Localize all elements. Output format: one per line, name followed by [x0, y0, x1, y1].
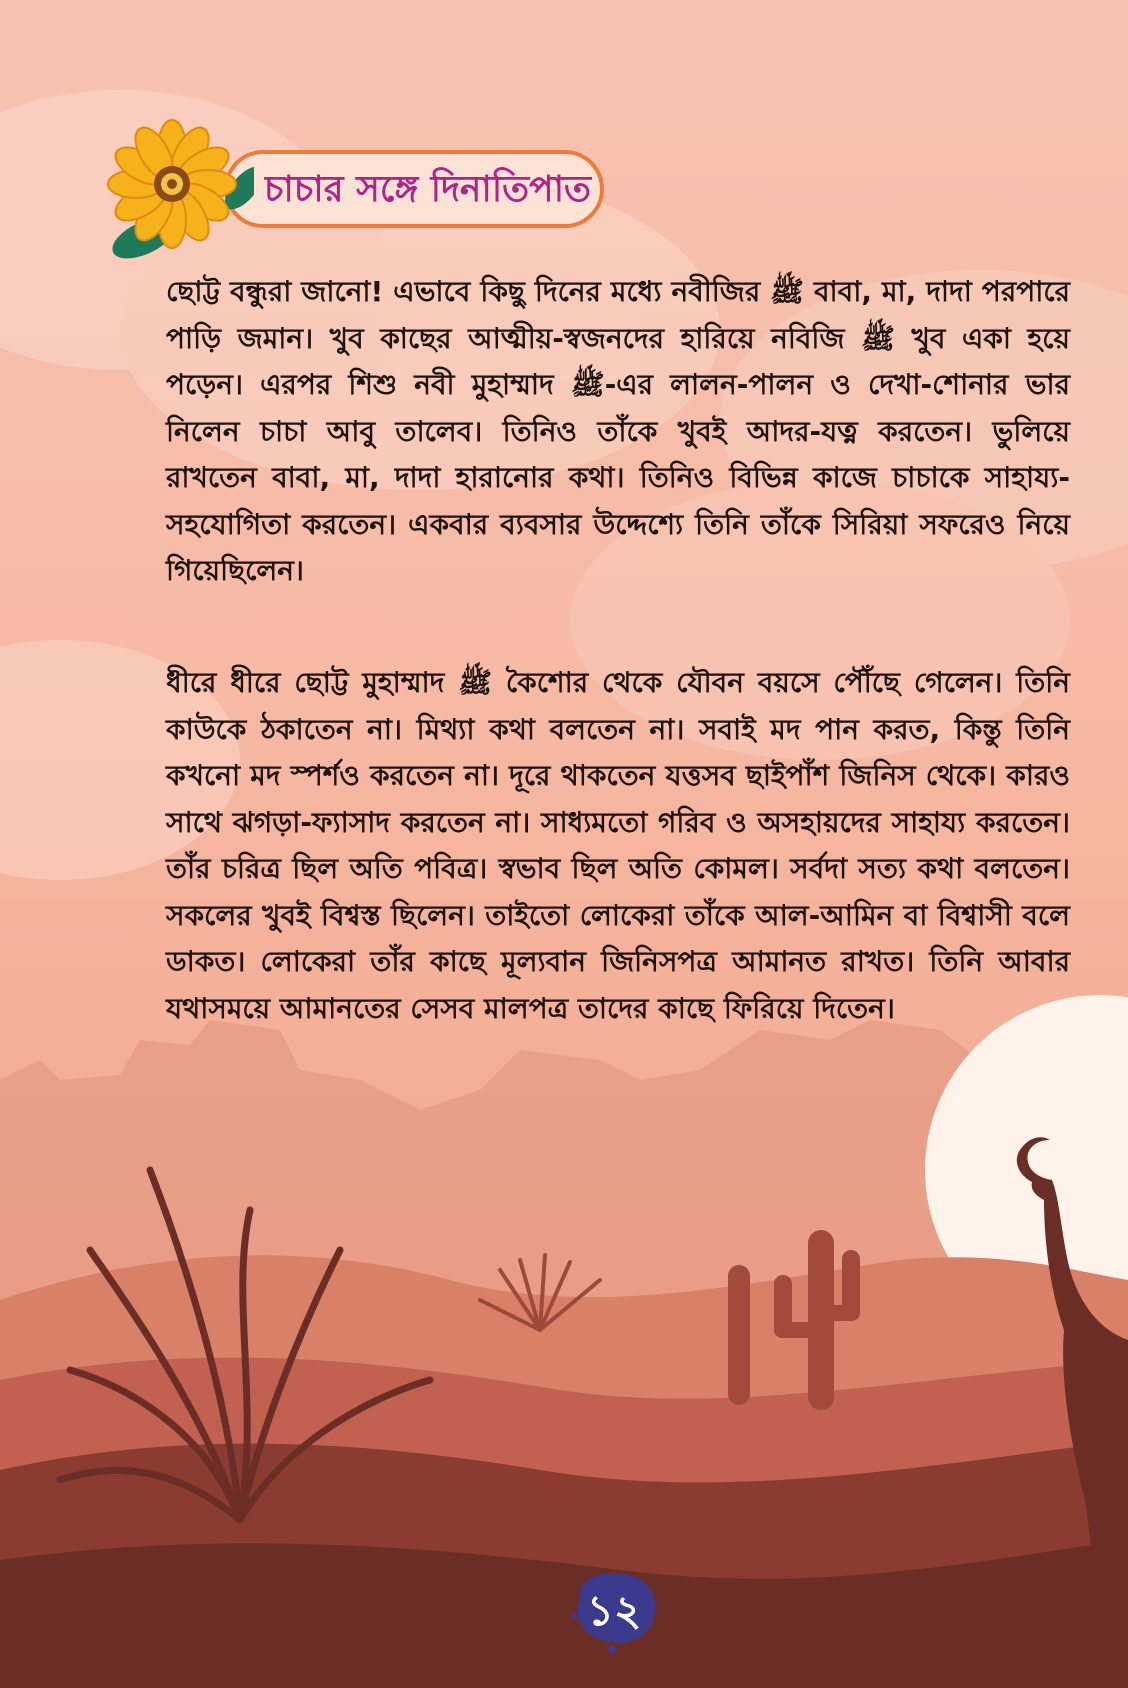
flower-icon — [104, 118, 254, 268]
page-number: ১২ — [586, 1586, 642, 1635]
paragraph-1: ছোট্ট বন্ধুরা জানো! এভাবে কিছু দিনের মধ্যে নবীজির ﷺ বাবা, মা, দাদা পরপারে পাড়ি জমান। খুব কাছের আত্মীয়-স্বজনদের হারিয়ে নবিজি ﷺ খুব একা হয়ে পড়েন। এরপর শিশু নবী মুহাম্মাদ ﷺ-এর লালন-পালন ও দেখা-শোনার ভার নিলেন চাচা আবু তালেব। তিনিও তাঁকে খুবই আদর-যত্ন করতেন। ভুলিয়ে রাখতেন বাবা, মা, দাদা হারানোর কথা। তিনিও বিভিন্ন কাজে চাচাকে সাহায্য-সহযোগিতা করতেন। একবার ব্যবসার উদ্দেশ্যে তিনি তাঁকে সিরিয়া সফরেও নিয়ে গিয়েছিলেন। — [166, 275, 1070, 587]
chapter-title: চাচার সঙ্গে দিনাতিপাত — [264, 169, 592, 210]
page-number-badge — [566, 1568, 662, 1654]
paragraph-2: ধীরে ধীরে ছোট্ট মুহাম্মাদ ﷺ কৈশোর থেকে যৌবন বয়সে পৌঁছে গেলেন। তিনি কাউকে ঠকাতেন না। মিথ্যা কথা বলতেন না। সবাই মদ পান করত, কিন্তু তিনি কখনো মদ স্পর্শও করতেন না। দূরে থাকতেন যত্তসব ছাইপাঁশ জিনিস থেকে। কারও সাথে ঝগড়া-ফ্যাসাদ করতেন না। সাধ্যমতো গরিব ও অসহায়দের সাহায্য করতেন। তাঁর চরিত্র ছিল অতি পবিত্র। স্বভাব ছিল অতি কোমল। সর্বদা সত্য কথা বলতেন। সকলের খুবই বিশ্বস্ত ছিলেন। তাইতো লোকেরা তাঁকে আল-আমিন বা বিশ্বাসী বলে ডাকত। লোকেরা তাঁর কাছে মূল্যবান জিনিসপত্র আমানত রাখত। তিনি আবার যথাসময়ে আমানতের সেসব মালপত্র তাদের কাছে ফিরিয়ে দিতেন। — [166, 666, 1070, 1025]
chapter-title-badge — [104, 118, 624, 268]
